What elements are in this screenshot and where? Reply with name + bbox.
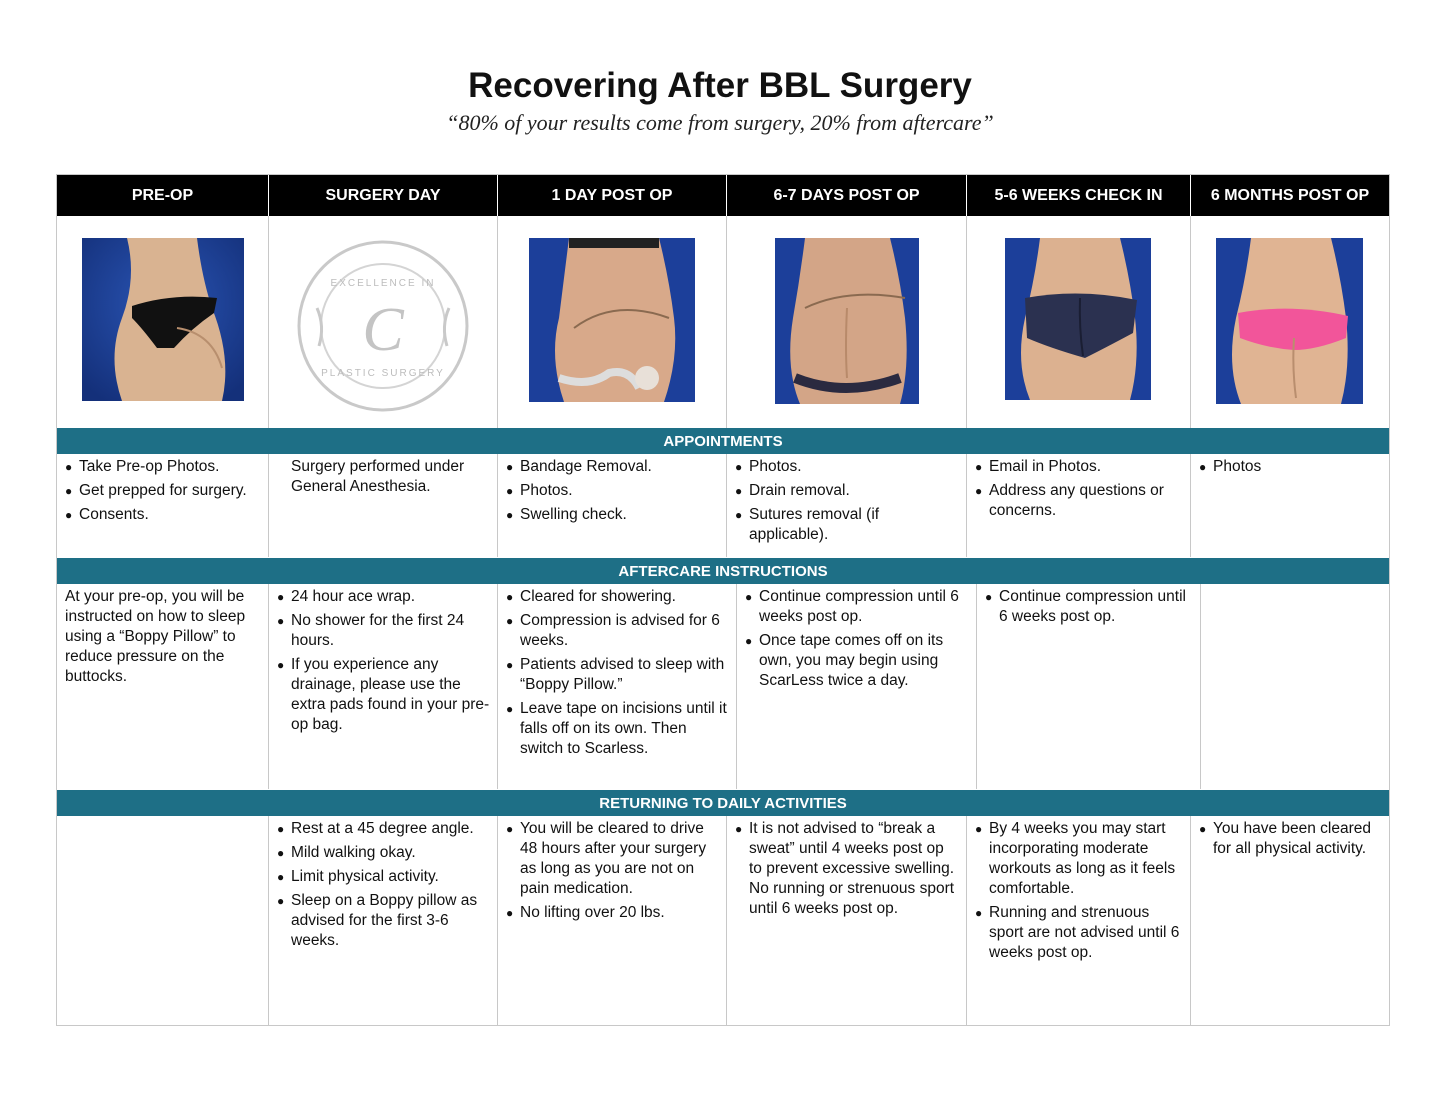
photo-cell-surgery-day [269, 216, 498, 428]
appointments-cell-6-7-days [727, 454, 967, 557]
appointments-cell-6-months [1191, 454, 1389, 557]
appointments-cell-1-day [498, 454, 727, 557]
list-item: ● Running and strenuous sport are not advised until 6 weeks post op. [975, 903, 1184, 963]
pre-op-photo [82, 238, 244, 401]
list-item: ● Compression is advised for 6 weeks. [506, 611, 730, 651]
list-item: ● Once tape comes off on its own, you may begin using ScarLess twice a day. [745, 631, 970, 691]
list-item: ● Drain removal. [735, 481, 960, 501]
list-item: ● Rest at a 45 degree angle. [277, 819, 491, 839]
list-item: ● Leave tape on incisions until it falls off on its own. Then switch to Scarless. [506, 699, 730, 759]
1-day-post-op-photo [529, 238, 695, 402]
list-item: ● You will be cleared to drive 48 hours after your surgery as long as you are not on pain medication. [506, 819, 720, 899]
activities-cell-surgery-day [269, 816, 498, 1025]
column-header-5-6-weeks: 5-6 WEEKS CHECK IN [967, 175, 1191, 216]
section-heading-appointments: APPOINTMENTS [57, 428, 1389, 454]
recovery-table [56, 174, 1390, 1026]
list-item: ● Take Pre-op Photos. [65, 457, 262, 477]
photo-cell-pre-op [57, 216, 269, 428]
list-item: ● Continue compression until 6 weeks post op. [745, 587, 970, 627]
list-item: ● No lifting over 20 lbs. [506, 903, 720, 923]
appointments-surgery-text: Surgery performed under General Anesthesia. [291, 458, 465, 495]
page-title: Recovering After BBL Surgery [468, 66, 972, 105]
list-item: ● Limit physical activity. [277, 867, 491, 887]
page-subtitle: “80% of your results come from surgery, 20% from aftercare” [446, 110, 994, 135]
5-6-weeks-photo [1005, 238, 1151, 400]
photo-cell-5-6-weeks [967, 216, 1191, 428]
list-item: ● Photos. [735, 457, 960, 477]
list-item: ● Sutures removal (if applicable). [735, 505, 960, 545]
list-item: ● Address any questions or concerns. [975, 481, 1184, 521]
list-item: ● You have been cleared for all physical activity. [1199, 819, 1383, 859]
aftercare-cell-5-6-weeks [977, 584, 1201, 789]
activities-cell-6-months [1191, 816, 1389, 1025]
list-item: ● Sleep on a Boppy pillow as advised for the first 3-6 weeks. [277, 891, 491, 951]
column-header-1-day: 1 DAY POST OP [498, 175, 727, 216]
aftercare-cell-6-months [1201, 584, 1389, 789]
6-months-post-op-photo [1216, 238, 1363, 404]
logo-bottom-text: PLASTIC SURGERY [321, 368, 445, 379]
activities-cell-pre-op [57, 816, 269, 1025]
aftercare-cell-surgery-day [269, 584, 498, 789]
list-item: ● 24 hour ace wrap. [277, 587, 491, 607]
list-item: ● Email in Photos. [975, 457, 1184, 477]
list-item: ● It is not advised to “break a sweat” until 4 weeks post op to prevent excessive swelling. No running or strenuous sport until 6 weeks post op. [735, 819, 960, 919]
photo-cell-6-months [1191, 216, 1389, 428]
section-heading-aftercare: AFTERCARE INSTRUCTIONS [57, 558, 1389, 584]
list-item: ● Bandage Removal. [506, 457, 720, 477]
list-item: ● No shower for the first 24 hours. [277, 611, 491, 651]
appointments-cell-surgery-day [269, 454, 498, 557]
list-item: ● By 4 weeks you may start incorporating moderate workouts as long as it feels comfortable. [975, 819, 1184, 899]
list-item: ● Swelling check. [506, 505, 720, 525]
section-heading-activities: RETURNING TO DAILY ACTIVITIES [57, 790, 1389, 816]
6-7-days-post-op-photo [775, 238, 919, 404]
logo-top-text: EXCELLENCE IN [330, 278, 436, 289]
aftercare-cell-pre-op [57, 584, 269, 789]
photo-cell-1-day [498, 216, 727, 428]
list-item: ● Patients advised to sleep with “Boppy Pillow.” [506, 655, 730, 695]
activities-cell-5-6-weeks [967, 816, 1191, 1025]
list-item: ● Consents. [65, 505, 262, 525]
column-header-6-7-days: 6-7 DAYS POST OP [727, 175, 967, 216]
list-item: ● Mild walking okay. [277, 843, 491, 863]
column-header-pre-op: PRE-OP [57, 175, 269, 216]
photo-cell-6-7-days [727, 216, 967, 428]
appointments-cell-pre-op [57, 454, 269, 557]
activities-cell-1-day [498, 816, 727, 1025]
column-header-6-months: 6 MONTHS POST OP [1191, 175, 1389, 216]
list-item: ● Get prepped for surgery. [65, 481, 262, 501]
list-item: ● If you experience any drainage, please use the extra pads found in your pre-op bag. [277, 655, 491, 735]
list-item: ● Photos. [506, 481, 720, 501]
aftercare-pre-op-text: At your pre-op, you will be instructed on how to sleep using a “Boppy Pillow” to reduce pressure on the buttocks. [65, 588, 246, 685]
appointments-cell-5-6-weeks [967, 454, 1191, 557]
list-item: ● Cleared for showering. [506, 587, 730, 607]
logo-monogram: C [362, 296, 404, 364]
activities-cell-6-7-days [727, 816, 967, 1025]
aftercare-cell-6-7-days [737, 584, 977, 789]
practice-logo [295, 238, 471, 414]
list-item: ● Photos [1199, 457, 1383, 477]
list-item: ● Continue compression until 6 weeks post op. [985, 587, 1194, 627]
aftercare-cell-1-day [498, 584, 737, 789]
column-header-surgery-day: SURGERY DAY [269, 175, 498, 216]
